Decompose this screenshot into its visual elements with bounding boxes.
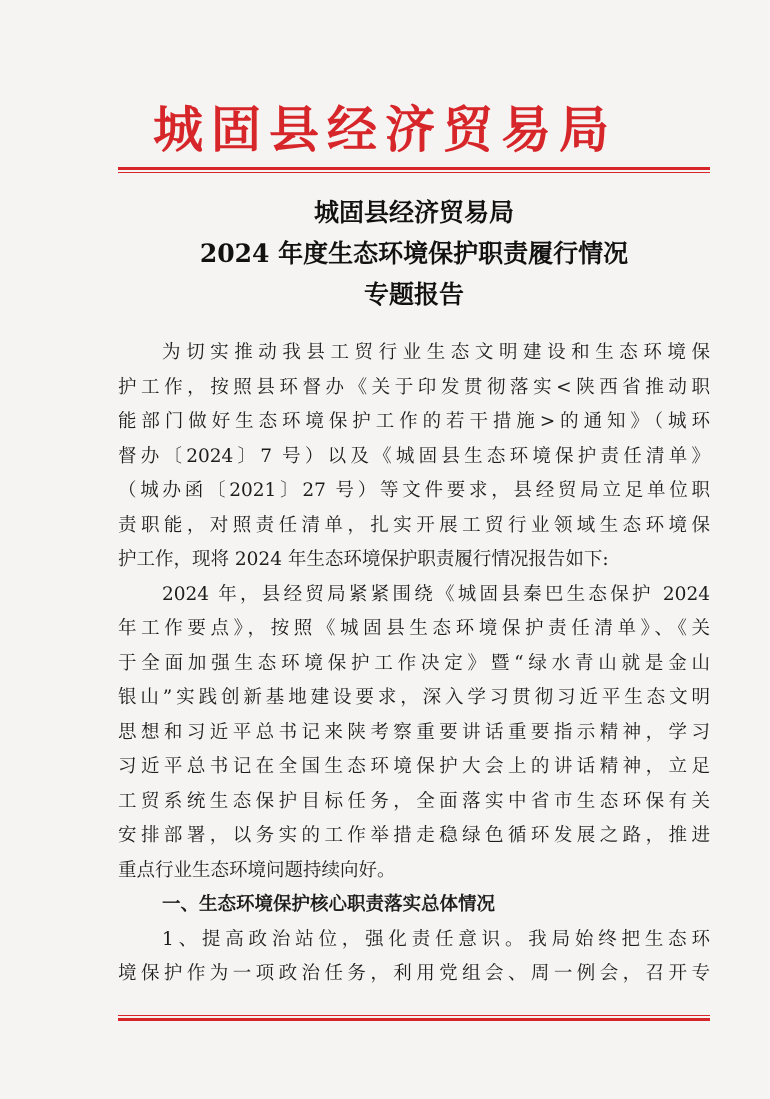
footer-rule-thin <box>118 1015 710 1016</box>
report-body <box>118 336 710 992</box>
body-line: 2024 年，县经贸局紧紧围绕《城固县秦巴生态保护 2024 <box>162 583 710 605</box>
body-line: 督办〔2024〕7 号）以及《城固县生态环境保护责任清单》 <box>118 445 710 467</box>
body-line: 习近平总书记在全国生态环境保护大会上的讲话精神，立足 <box>118 756 710 777</box>
body-line: 年工作要点》，按照《城固县生态环境保护责任清单》、《关 <box>118 618 710 639</box>
body-line: 1、提高政治站位，强化责任意识。我局始终把生态环 <box>162 928 710 950</box>
body-line: 思想和习近平总书记来陕考察重要讲话重要指示精神，学习 <box>118 721 710 743</box>
body-line: 责职能，对照责任清单，扎实开展工贸行业领域生态环境保 <box>118 514 710 536</box>
letterhead-org-name: 城固县经济贸易局 <box>153 100 617 159</box>
report-title <box>118 192 710 315</box>
footer-rule-thick <box>118 1018 710 1021</box>
section-heading: 一、生态环境保护核心职责落实总体情况 <box>162 894 496 915</box>
body-line: 重点行业生态环境问题持续向好。 <box>118 859 396 881</box>
body-line: 于全面加强生态环境保护工作决定》暨“绿水青山就是金山 <box>118 652 710 674</box>
report-title-line-2: 2024 年度生态环境保护职责履行情况 <box>199 239 629 268</box>
report-title-line-3: 专题报告 <box>363 280 464 309</box>
report-title-line-1: 城固县经济贸易局 <box>313 198 514 227</box>
letterhead-rule-thick <box>118 167 710 170</box>
body-line: 护工作，现将 2024 年生态环境保护职责履行情况报告如下: <box>118 549 609 570</box>
body-line: （城办函〔2021〕27 号）等文件要求，县经贸局立足单位职 <box>118 480 710 501</box>
body-line: 安排部署，以务实的工作举措走稳绿色循环发展之路，推进 <box>118 825 710 846</box>
body-line: 护工作，按照县环督办《关于印发贯彻落实<陕西省推动职 <box>118 376 710 398</box>
body-line: 能部门做好生态环境保护工作的若干措施>的通知》（城环 <box>118 411 710 432</box>
body-line: 银山”实践创新基地建设要求，深入学习贯彻习近平生态文明 <box>118 687 710 708</box>
body-line: 为切实推动我县工贸行业生态文明建设和生态环境保 <box>162 342 710 363</box>
body-line: 工贸系统生态保护目标任务，全面落实中省市生态环保有关 <box>118 790 710 812</box>
body-line: 境保护作为一项政治任务，利用党组会、周一例会，召开专 <box>118 963 710 984</box>
letterhead-rule-thin <box>118 172 710 173</box>
